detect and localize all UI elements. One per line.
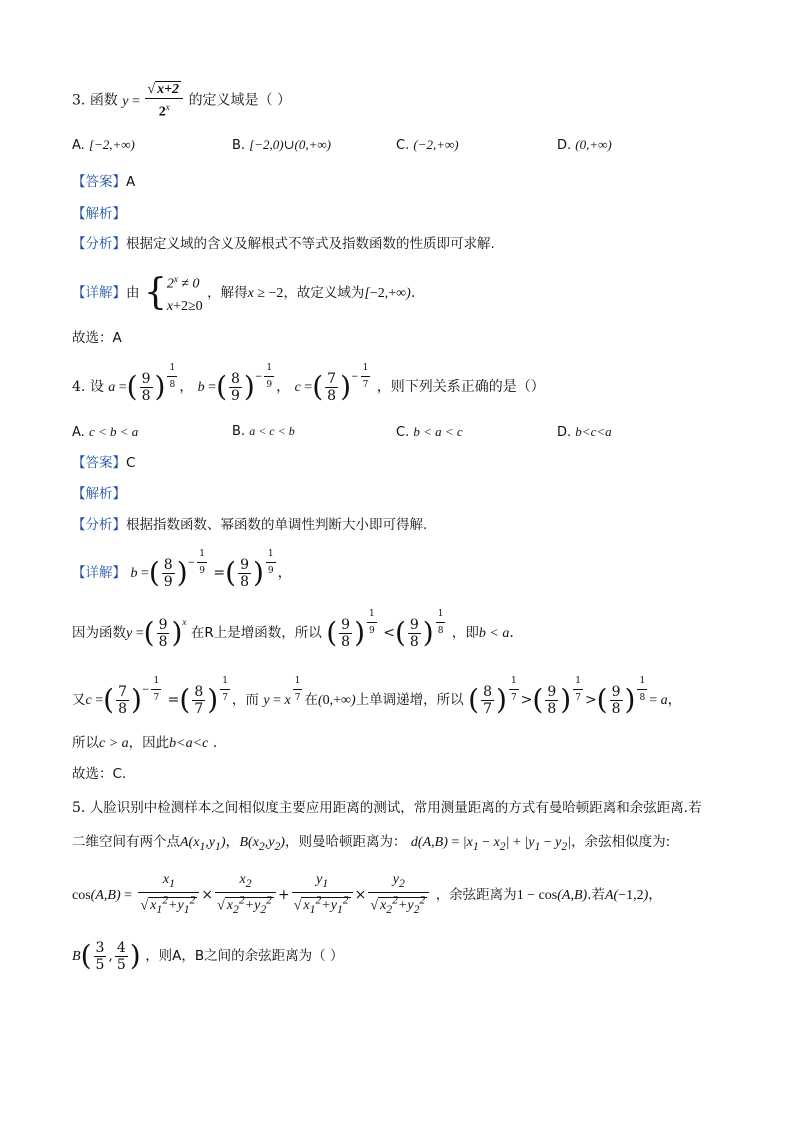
q5-stem-2: 二维空间有两个点$A(x_1,y_1)$，$B(x_2,y_2)$，则曼哈顿距离为： $d(A,B) = |x_1 - x_2| + |y_1 - y_2|$，余弦相似度为:: [72, 834, 671, 853]
q4-stem: 4. 设 a =( $\frac{9}{8}$ ) $^{\frac{1}{8}}$ ， b =( $\frac{8}{9}$ )$^{- \frac{1}{9}}$ ， c =( $\frac{7}{8}$ )$^{- \frac{1}{7}}$ ，则下列关系正确的是（）: [72, 370, 545, 406]
q5-stem-4: B( $\frac{3}{5}$ , $\frac{4}{5}$ ) ，则A，B之间的余弦距离为（ ）: [72, 939, 344, 973]
q3-select: 故选：A: [72, 330, 122, 346]
q3-option-d[interactable]: D. (0,+∞): [557, 137, 612, 153]
q4-detail-1: 【详解】 b =( $\frac{8}{9}$ )$^{- \frac{1}{9}}$ =( $\frac{9}{8}$ ) $^{\frac{1}{9}}$ ，: [72, 553, 292, 595]
q4-fenxi: 【分析】根据指数函数、幂函数的单调性判断大小即可得解.: [72, 517, 428, 533]
q4-option-b[interactable]: B. a < c < b: [232, 424, 295, 439]
q3-detail: 【详解】由 { 2$^x$ ≠ 0 x+2≥0 ，解得x ≥ −2，故定义域为[−2,+∞).: [72, 271, 416, 314]
q4-select: 故选：C.: [72, 766, 127, 782]
q4-analysis-heading: 【解析】: [72, 486, 126, 502]
q3-analysis-heading: 【解析】: [72, 206, 126, 222]
q5-stem-3: cos(A,B) = $\frac{x_1}{√ x_1^2+y_1^2}$ × $\frac{x_2}{√ x_2^2+y_2^2}$ + $\frac{y_1}{√ x_1^2+y_1^2}$ × $\frac{y_2}{√ x_2^2+y_2^2}$ ，余弦距离为1 − cos(A,B).若A(−1,2)，: [72, 872, 663, 917]
q4-option-d[interactable]: D. b<c<a: [557, 424, 612, 440]
q4-option-c[interactable]: C. b < a < c: [396, 424, 463, 440]
q3-number: 3.: [72, 92, 86, 109]
q3-function: y = $\frac{√ x+2}{2^x}$: [122, 94, 188, 109]
q4-option-a[interactable]: A. c < b < a: [72, 424, 139, 440]
q3-option-a[interactable]: A. [−2,+∞): [72, 137, 135, 153]
q3-fenxi: 【分析】根据定义域的含义及解根式不等式及指数函数的性质即可求解.: [72, 236, 495, 252]
q3-stem: 3. 函数 y = $\frac{√ x+2}{2^x}$ 的定义域是（ ）: [72, 82, 292, 120]
q4-detail-3: 又c =( $\frac{7}{8}$ )$^{- \frac{1}{7}}$ =( $\frac{8}{7}$ ) $^{\frac{1}{7}}$ ，而 y = x $^{\frac{1}{7}}$ 在(0,+∞)上单调递增，所以 ( $\frac{8}{7}$ ) $^{\frac{1}{7}}$ >( $\frac{9}{8}$ ) $^{\frac{1}{7}}$ >( $\frac{9}{8}$ ) $^{\frac{1}{8}}$ = a，: [72, 680, 682, 722]
q3-answer: 【答案】A: [72, 174, 136, 190]
q4-answer: 【答案】C: [72, 455, 136, 471]
q3-option-b[interactable]: B. [−2,0)∪(0,+∞): [232, 137, 331, 153]
q4-detail-2: 因为函数y =( $\frac{9}{8}$ )$^x$ 在R上是增函数，所以 ( $\frac{9}{8}$ ) $^{\frac{1}{9}}$ <( $\frac{9}{8}$ ) $^{\frac{1}{8}}$ ，即b < a.: [72, 613, 514, 655]
q3-option-c[interactable]: C. (−2,+∞): [396, 137, 459, 153]
q5-stem-1: 5. 人脸识别中检测样本之间相似度主要应用距离的测试，常用测量距离的方式有曼哈顿距离和余弦距离.若: [72, 800, 702, 816]
q4-detail-4: 所以c > a，因此b<a<c .: [72, 735, 218, 751]
